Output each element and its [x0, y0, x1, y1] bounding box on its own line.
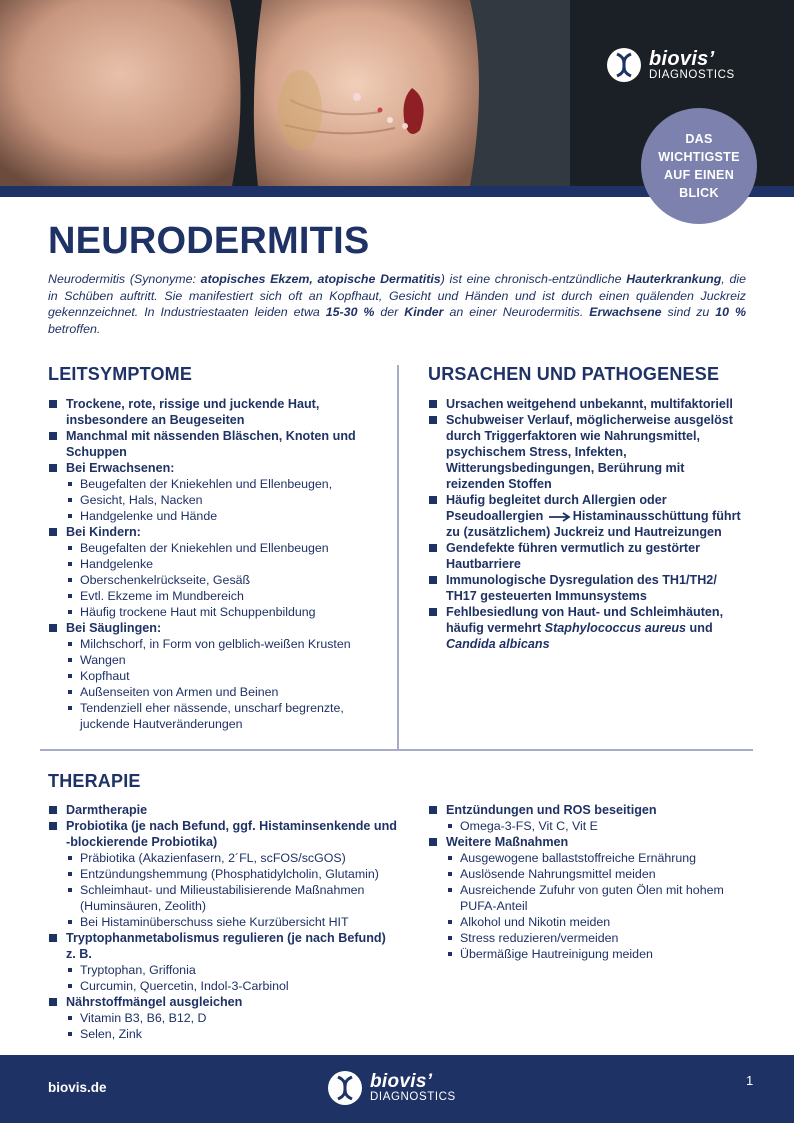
sub-list: [446, 818, 728, 834]
sub-list-item: Vitamin B3, B6, B12, D: [66, 1010, 398, 1026]
sub-list-item: Oberschenkelrückseite, Gesäß: [66, 572, 378, 588]
intro-paragraph: Neurodermitis (Synonyme: atopisches Ekzem, atopische Dermatitis) ist eine chronisch-entzündliche Hauterkrankung, die in Schüben auftritt. Sie manifestiert sich oft an Kopfhaut, Gesicht und Händen und ist durch einen quälenden Juckreiz gekennzeichnet. In Industriestaaten leiden etwa 15-30 % der Kinder an einer Neurodermitis. Erwachsene sind zu 10 % betroffen.: [48, 272, 747, 336]
sub-list-item: Gesicht, Hals, Nacken: [66, 492, 378, 508]
sub-list: [66, 540, 378, 620]
sub-list-item: Omega-3-FS, Vit C, Vit E: [446, 818, 728, 834]
sub-list-item: Handgelenke: [66, 556, 378, 572]
list-item: [48, 818, 398, 930]
footer-website-link[interactable]: biovis.de: [48, 1080, 107, 1095]
sub-list-item: Curcumin, Quercetin, Indol-3-Carbinol: [66, 978, 398, 994]
list-item: Häufig begleitet durch Allergien oder Pseudoallergien Histaminausschüttung führt zu (zusätzlichem) Juckreiz und Hautreizungen: [428, 492, 746, 540]
footer: [0, 1055, 794, 1123]
sub-list-item: Kopfhaut: [66, 668, 378, 684]
list-item-label: Manchmal mit nässenden Bläschen, Knoten und Schuppen: [66, 429, 356, 459]
page-number: 1: [746, 1073, 754, 1088]
sub-list-item: Stress reduzieren/vermeiden: [446, 930, 728, 946]
footer-brand-logo[interactable]: [328, 1071, 456, 1105]
list-item-label: Bei Säuglingen:: [66, 621, 162, 635]
sub-list-item: Tendenziell eher nässende, unscharf begrenzte, juckende Hautveränderungen: [66, 700, 378, 732]
section-divider: [40, 749, 753, 751]
sub-list-item: Auslösende Nahrungsmittel meiden: [446, 866, 728, 882]
list-item: [48, 524, 378, 620]
section-heading-leitsymptome: LEITSYMPTOME: [48, 364, 193, 384]
list-item: [48, 930, 398, 994]
sub-list-item: Präbiotika (Akazienfasern, 2´FL, scFOS/scGOS): [66, 850, 398, 866]
sub-list: [66, 476, 378, 524]
sub-list-item: Bei Histaminüberschuss siehe Kurzübersicht HIT: [66, 914, 398, 930]
therapie-list-left: [48, 802, 398, 1042]
list-item: [48, 802, 398, 818]
list-item-label: Bei Kindern:: [66, 525, 141, 539]
list-item-label: Tryptophanmetabolismus regulieren (je nach Befund) z. B.: [66, 931, 386, 961]
therapie-list-right: [428, 802, 728, 962]
summary-badge: [641, 108, 757, 224]
sub-list-item: Wangen: [66, 652, 378, 668]
list-item: [48, 428, 378, 460]
list-item: Schubweiser Verlauf, möglicherweise ausgelöst durch Triggerfaktoren wie Nahrungsmittel, psychischem Stress, Infekten, Witterungsbedingungen, Berührung mit reizenden Stoffen: [428, 412, 746, 492]
list-item-label: Weitere Maßnahmen: [446, 835, 569, 849]
badge-line-1: DAS: [685, 132, 713, 146]
leitsymptome-list: [48, 396, 378, 732]
brand-name: biovis’: [649, 47, 715, 70]
sub-list-item: Beugefalten der Kniekehlen und Ellenbeugen,: [66, 476, 378, 492]
sub-list-item: Milchschorf, in Form von gelblich-weißen Krusten: [66, 636, 378, 652]
sub-list-item: Beugefalten der Kniekehlen und Ellenbeugen: [66, 540, 378, 556]
list-item: Ursachen weitgehend unbekannt, multifaktoriell: [428, 396, 746, 412]
list-item: [428, 802, 728, 834]
sub-list: [66, 850, 398, 930]
list-item: [48, 460, 378, 524]
sub-list-item: Handgelenke und Hände: [66, 508, 378, 524]
list-item-label: Nährstoffmängel ausgleichen: [66, 995, 243, 1009]
section-heading-ursachen: URSACHEN UND PATHOGENESE: [428, 364, 720, 384]
brand-name: biovis’: [370, 1071, 433, 1093]
arrow-right-icon: [549, 512, 571, 522]
page-title: NEURODERMITIS: [48, 220, 370, 262]
sub-list-item: Selen, Zink: [66, 1026, 398, 1042]
list-item-label: Bei Erwachsenen:: [66, 461, 175, 475]
sub-list-item: Tryptophan, Griffonia: [66, 962, 398, 978]
sub-list-item: Häufig trockene Haut mit Schuppenbildung: [66, 604, 378, 620]
list-item: [428, 834, 728, 962]
list-item: Gendefekte führen vermutlich zu gestörter Hautbarriere: [428, 540, 746, 572]
list-item-label: Darmtherapie: [66, 803, 148, 817]
dna-helix-icon: [328, 1071, 362, 1105]
column-divider: [397, 365, 399, 749]
list-item-label: Trockene, rote, rissige und juckende Haut, insbesondere an Beugeseiten: [66, 397, 320, 427]
sub-list: [66, 636, 378, 732]
list-item: [48, 396, 378, 428]
badge-line-3: AUF EINEN: [663, 168, 735, 182]
sub-list-item: Ausgewogene ballaststoffreiche Ernährung: [446, 850, 728, 866]
ursachen-list: [428, 396, 746, 652]
sub-list: [66, 962, 398, 994]
sub-list-item: Außenseiten von Armen und Beinen: [66, 684, 378, 700]
sub-list-item: Ausreichende Zufuhr von guten Ölen mit hohem PUFA-Anteil: [446, 882, 728, 914]
brand-logo[interactable]: [607, 48, 735, 82]
list-item: Immunologische Dysregulation des TH1/TH2/ TH17 gesteuerten Immunsystems: [428, 572, 746, 604]
badge-line-2: WICHTIGSTE: [658, 150, 740, 164]
sub-list-item: Alkohol und Nikotin meiden: [446, 914, 728, 930]
sub-list: [66, 1010, 398, 1042]
badge-line-4: BLICK: [679, 186, 719, 200]
list-item: [48, 994, 398, 1042]
list-item-label: Entzündungen und ROS beseitigen: [446, 803, 657, 817]
sub-list-item: Schleimhaut- und Milieustabilisierende Maßnahmen (Huminsäuren, Zeolith): [66, 882, 398, 914]
sub-list: [446, 850, 728, 962]
dna-helix-icon: [607, 48, 641, 82]
sub-list-item: Evtl. Ekzeme im Mundbereich: [66, 588, 378, 604]
brand-sub: DIAGNOSTICS: [370, 1091, 456, 1104]
list-item: Fehlbesiedlung von Haut- und Schleimhäuten, häufig vermehrt Staphylococcus aureus und Candida albicans: [428, 604, 746, 652]
brand-sub: DIAGNOSTICS: [649, 68, 735, 81]
list-item-label: Probiotika (je nach Befund, ggf. Histaminsenkende und -blockierende Probiotika): [66, 819, 397, 849]
list-item: [48, 620, 378, 732]
sub-list-item: Übermäßige Hautreinigung meiden: [446, 946, 728, 962]
sub-list-item: Entzündungshemmung (Phosphatidylcholin, Glutamin): [66, 866, 398, 882]
section-heading-therapie: THERAPIE: [48, 771, 141, 791]
